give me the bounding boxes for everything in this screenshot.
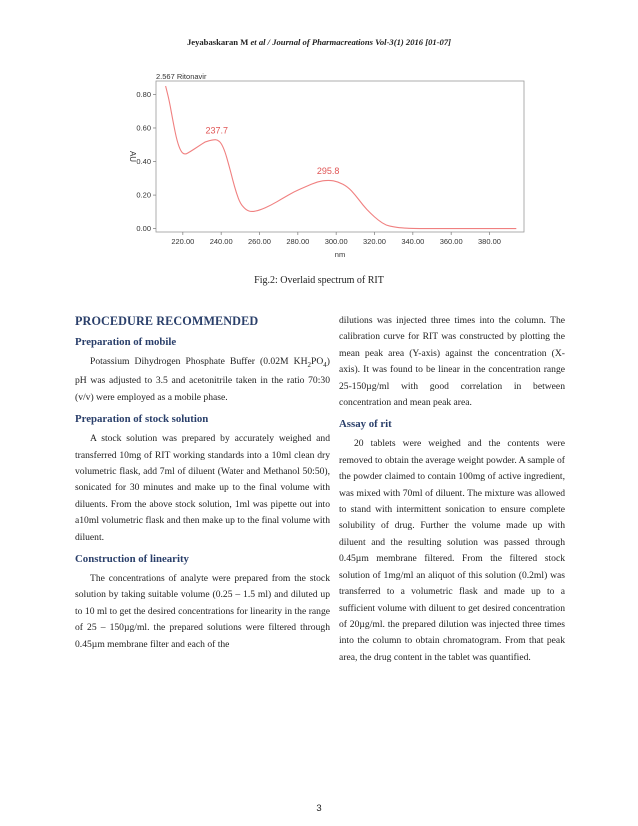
header-etal: et al xyxy=(248,37,266,47)
x-tick-label: 280.00 xyxy=(286,237,310,246)
figure-caption: Fig.2: Overlaid spectrum of RIT xyxy=(254,275,384,286)
x-tick-label: 220.00 xyxy=(171,237,195,246)
uv-spectrum-chart xyxy=(118,70,528,265)
paragraph-mobile: Potassium Dihydrogen Phosphate Buffer (0.02M $KH_2PO_4$) pH was adjusted to 3.5 and acetonitrile taken in the ratio 70:30 (v/v) were employed as a mobile phase. xyxy=(75,356,330,403)
y-tick-label: 0.20 xyxy=(136,190,151,200)
x-tick-label: 340.00 xyxy=(401,237,425,246)
page-number: 3 xyxy=(316,803,322,814)
peak-label: 237.7 xyxy=(205,125,229,136)
x-tick-label: 320.00 xyxy=(363,237,386,246)
paragraph-assay: 20 tablets were weighed and the contents were removed to obtain the average weight powder. A sample of the powder claimed to contain 100mg of active ingredient, was mixed with 70ml of diluent. The mixture was allowed to stand with intermittent sonication to ensure complete solubility of drug. Further the volume made up with diluent and the resulting solution was passed through 0.45µm membrane filtered. From the filtered stock solution of 1mg/ml an aliquot of this solution (0.2ml) was transferred to a volumetric flask and made up to a sufficient volume with diluent to get desired concentration of 20µg/ml. the prepared dilution was injected three times into the column to obtain chromatogram. From that peak area, the drug content in the tablet was quantified. xyxy=(339,438,565,663)
running-header xyxy=(0,37,638,47)
header-journal: / Journal of Pharmacreations Vol-3(1) 2016 [01-07] xyxy=(265,37,452,47)
left-column xyxy=(75,314,330,660)
paragraph-linearity-continued: dilutions was injected three times into the column. The calibration curve for RIT was constructed by plotting the mean peak area (Y-axis) against the concentration (X-axis). It was found to be linear in the concentration range 25-150µg/ml with good correlation in between concentration and mean peak area. xyxy=(339,315,565,409)
series-label: 2.567 Ritonavir xyxy=(156,72,207,81)
subheading-stock: Preparation of stock solution xyxy=(75,413,209,426)
x-tick-label: 380.00 xyxy=(478,237,501,246)
y-tick-label: 0.40 xyxy=(136,157,151,167)
section-heading: PROCEDURE RECOMMENDED xyxy=(75,314,259,328)
x-tick-label: 360.00 xyxy=(439,237,463,246)
right-column xyxy=(339,313,565,673)
paragraph-stock: A stock solution was prepared by accurately weighed and transferred 10mg of RIT working standards into a 10ml clean dry volumetric flask, add 7ml of diluent (Water and Methanol 50:50), sonicated for 30 minutes and make up to the final volume with diluents. From the above stock solution, 1ml was pipette out into a10ml volumetric flask and then make up to the final volume with diluent. xyxy=(75,433,330,543)
x-axis-label: nm xyxy=(334,250,346,259)
y-tick-label: 0.80 xyxy=(136,90,151,100)
y-tick-label: 0.60 xyxy=(136,123,151,133)
header-authors: Jeyabaskaran M xyxy=(186,37,249,47)
subheading-mobile: Preparation of mobile xyxy=(75,336,177,348)
x-tick-label: 300.00 xyxy=(324,237,348,246)
paragraph-linearity: The concentrations of analyte were prepared from the stock solution by taking suitable volume (0.25 – 1.5 ml) and diluted up to 10 ml to get the desired concentrations for linearity in the range of 25 – 150µg/ml. the prepared solutions were filtered through 0.45µm membrane filter and each of the xyxy=(75,572,330,650)
x-tick-label: 240.00 xyxy=(209,237,233,246)
plot-frame xyxy=(156,81,524,232)
y-tick-label: 0.00 xyxy=(136,224,151,234)
subheading-linearity: Construction of linearity xyxy=(75,552,189,565)
peak-label: 295.8 xyxy=(316,165,340,176)
y-axis-label: AU xyxy=(128,150,137,163)
subheading-assay: Assay of rit xyxy=(339,418,392,431)
x-tick-label: 260.00 xyxy=(248,237,271,246)
